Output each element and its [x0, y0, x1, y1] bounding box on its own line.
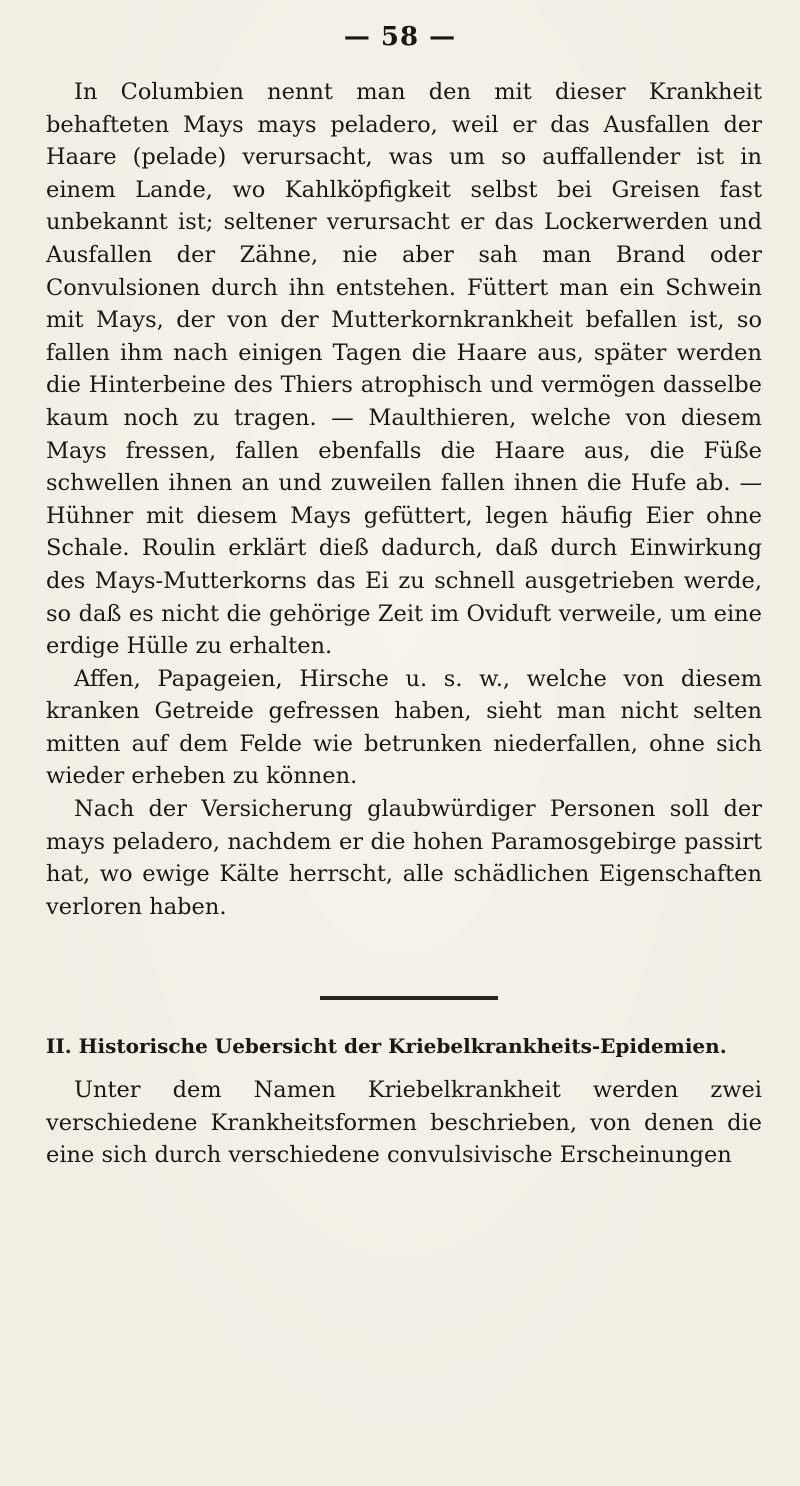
paragraph-versicherung: Nach der Versicherung glaubwürdiger Personen soll der mays peladero, nachdem er die hohen Paramosgebirge passirt hat, wo ewige Kälte herrscht, alle schädlichen Eigenschaften verloren haben.: [46, 796, 762, 920]
section-text: [46, 1074, 762, 1172]
main-text: [46, 76, 762, 923]
paragraph-columbien: In Columbien nennt man den mit dieser Krankheit behafteten Mays mays peladero, weil er das Ausfallen der Haare (pelade) verursacht, was um so auffallender ist in einem Lande, wo Kahlköpfigkeit selbst bei Greisen fast unbekannt ist; seltener verursacht er das Lockerwerden und Ausfallen der Zähne, nie aber sah man Brand oder Convulsionen durch ihn entstehen. Füttert man ein Schwein mit Mays, der von der Mutterkornkrankheit befallen ist, so fallen ihm nach einigen Tagen die Haare aus, später werden die Hinterbeine des Thiers atrophisch und vermögen dasselbe kaum noch zu tragen. — Maulthieren, welche von diesem Mays fressen, fallen ebenfalls die Haare aus, die Füße schwellen ihnen an und zuweilen fallen ihnen die Hufe ab. — Hühner mit diesem Mays gefüttert, legen häufig Eier ohne Schale. Roulin erklärt dieß dadurch, daß durch Einwirkung des Mays-Mutterkorns das Ei zu schnell ausgetrieben werde, so daß es nicht die gehörige Zeit im Oviduft verweile, um eine erdige Hülle zu erhalten.: [46, 79, 762, 660]
paragraph-affen: Affen, Papageien, Hirsche u. s. w., welche von diesem kranken Getreide gefressen haben, sieht man nicht selten mitten auf dem Felde wie betrunken niederfallen, ohne sich wieder erheben zu können.: [46, 665, 762, 790]
section-divider: [320, 996, 498, 1000]
page-number: — 58 —: [343, 22, 457, 52]
section-heading: II. Historische Uebersicht der Kriebelkrankheits-Epidemien.: [46, 1034, 727, 1058]
paragraph-kriebelkrankheit: Unter dem Namen Kriebelkrankheit werden zwei verschiedene Krankheitsformen beschrieben, von denen die eine sich durch verschiedene convulsivische Erscheinungen: [46, 1077, 762, 1169]
